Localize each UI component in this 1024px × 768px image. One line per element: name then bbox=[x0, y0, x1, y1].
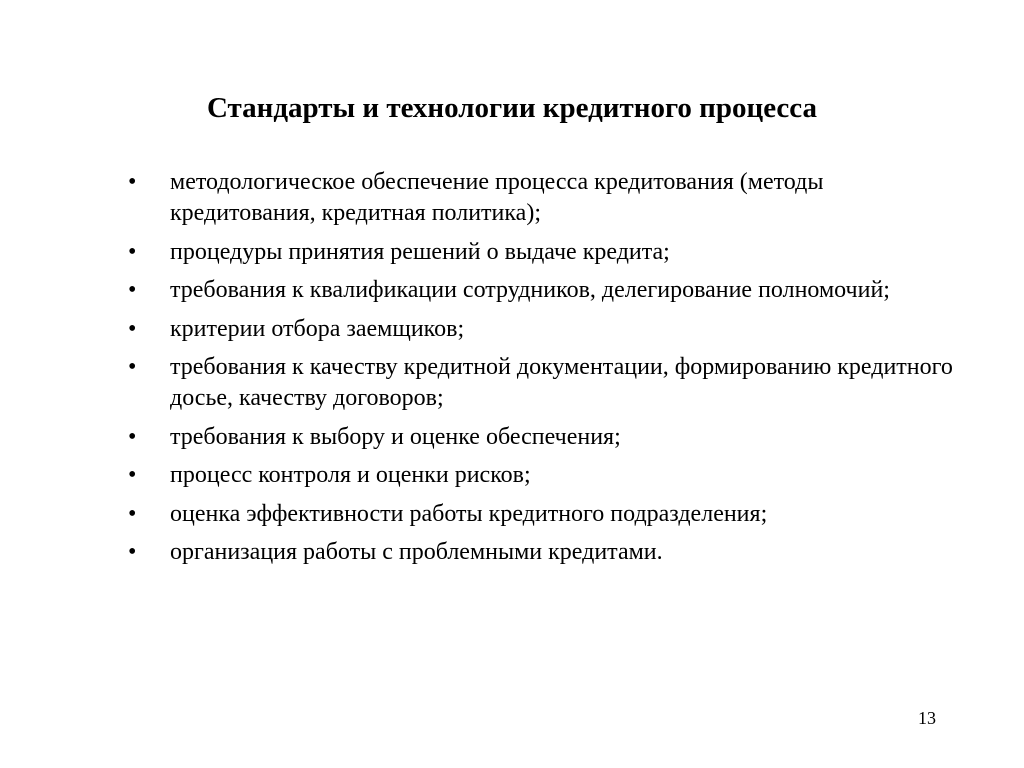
list-item-text: методологическое обеспечение процесса кредитования (методы кредитования, кредитная политика); bbox=[170, 169, 824, 226]
page-number: 13 bbox=[918, 708, 936, 728]
list-item-text: процесс контроля и оценки рисков; bbox=[170, 462, 531, 488]
list-item-text: требования к качеству кредитной документации, формированию кредитного досье, качеству договоров; bbox=[170, 354, 953, 411]
list-item bbox=[128, 237, 958, 268]
bullet-icon: • bbox=[128, 462, 137, 488]
list-item bbox=[128, 275, 958, 306]
list-item bbox=[128, 460, 958, 491]
list-item-text: требования к квалификации сотрудников, делегирование полномочий; bbox=[170, 277, 890, 303]
bullet-icon: • bbox=[128, 500, 137, 527]
list-item bbox=[128, 499, 958, 530]
bullet-icon: • bbox=[128, 423, 137, 450]
list-item-text: организация работы с проблемными кредитами. bbox=[170, 539, 663, 565]
bullet-icon: • bbox=[128, 169, 137, 195]
bullet-icon: • bbox=[128, 238, 137, 265]
slide-title: Стандарты и технологии кредитного процесса bbox=[206, 92, 818, 124]
bullet-icon: • bbox=[128, 315, 137, 342]
list-item bbox=[128, 537, 958, 568]
list-item-text: требования к выбору и оценке обеспечения; bbox=[170, 423, 621, 450]
list-item-text: оценка эффективности работы кредитного подразделения; bbox=[170, 500, 768, 527]
list-item-text: процедуры принятия решений о выдаче кредита; bbox=[170, 238, 670, 265]
bullet-icon: • bbox=[128, 539, 137, 565]
bullet-icon: • bbox=[128, 354, 137, 380]
bullet-list bbox=[128, 167, 958, 576]
list-item bbox=[128, 314, 958, 345]
list-item-text: критерии отбора заемщиков; bbox=[170, 315, 465, 342]
bullet-icon: • bbox=[128, 277, 137, 303]
list-item bbox=[128, 422, 958, 453]
list-item bbox=[128, 352, 958, 414]
list-item bbox=[128, 167, 958, 229]
